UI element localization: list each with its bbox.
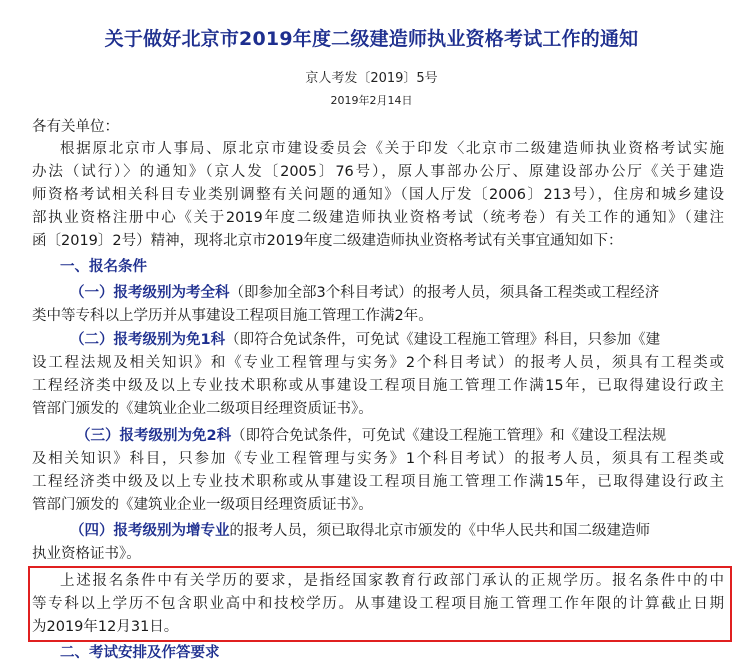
document-number: 京人考发〔2019〕5号 [305, 71, 438, 86]
intro-line-5: 函〔2019〕2号）精神，现将北京市2019年度二级建造师执业资格考试有关事宜通知如下： [32, 233, 623, 249]
intro-line-3: 师资格考试相关科目专业类别调整有关问题的通知》（国人厅发〔2006〕213号），住房和城乡建设 [32, 187, 724, 203]
note-line-2: 等专科以上学历不包含职业高中和技校学历。从事建设工程项目施工管理工作年限的计算截止日期 [32, 596, 724, 612]
note-line-1: 上述报名条件中有关学历的要求，是指经国家教育行政部门承认的正规学历。报名条件中的中 [60, 573, 724, 589]
item3-line-1 [76, 426, 666, 446]
item3-line-4: 管部门颁发的《建筑业企业一级项目经理资质证书》。 [32, 497, 373, 513]
item2-line-2: 设工程法规及相关知识》和《专业工程管理与实务》2个科目考试）的报考人员，须具有工程类或 [32, 355, 724, 371]
notice-title: 关于做好北京市2019年度二级建造师执业资格考试工作的通知 [104, 28, 639, 50]
item4-line-2: 执业资格证书》。 [32, 546, 141, 562]
publish-date: 2019年2月14日 [330, 94, 413, 107]
item1-label: （一）报考级别为考全科 [70, 285, 230, 301]
item1-line-2: 类中等专科以上学历并从事建设工程项目施工管理工作满2年。 [32, 308, 433, 324]
note-line-3: 为2019年12月31日。 [32, 619, 179, 635]
intro-line-1: 根据原北京市人事局、原北京市建设委员会《关于印发〈北京市二级建造师执业资格考试实施 [60, 141, 724, 157]
item3-line-2: 及相关知识》科目，只参加《专业工程管理与实务》1个科目考试）的报考人员，须具有工程类或 [32, 451, 724, 467]
item2-text: （即符合免试条件，可免试《建设工程施工管理》科目，只参加《建 [225, 332, 661, 348]
item4-label: （四）报考级别为增专业 [70, 523, 230, 539]
item2-label: （二）报考级别为免1科 [70, 332, 226, 348]
item2-line-1 [70, 330, 660, 350]
item2-line-4: 管部门颁发的《建筑业企业二级项目经理资质证书》。 [32, 401, 373, 417]
salutation: 各有关单位： [32, 119, 119, 135]
item3-label: （三）报考级别为免2科 [76, 428, 232, 444]
item1-text: （即参加全部3个科目考试）的报考人员，须具备工程类或工程经济 [229, 285, 660, 301]
item3-line-3: 工程经济类中级及以上专业技术职称或从事建设工程项目施工管理工作满15年，已取得建设行政主 [32, 474, 724, 490]
intro-line-4: 部执业资格注册中心《关于2019年度二级建造师执业资格考试（统考卷）有关工作的通知》（建注 [32, 210, 724, 226]
section2-heading: 二、考试安排及作答要求 [60, 645, 220, 661]
section1-heading: 一、报名条件 [60, 259, 147, 275]
item4-line-1 [70, 521, 650, 541]
item3-text: （即符合免试条件，可免试《建设工程施工管理》和《建设工程法规 [231, 428, 667, 444]
item4-text: 的报考人员，须已取得北京市颁发的《中华人民共和国二级建造师 [229, 523, 650, 539]
intro-line-2: 办法（试行）〉的通知》（京人发〔2005〕76号），原人事部办公厅、原建设部办公厅《关于建造 [32, 164, 724, 180]
item1-line-1 [70, 283, 659, 303]
item2-line-3: 工程经济类中级及以上专业技术职称或从事建设工程项目施工管理工作满15年，已取得建设行政主 [32, 378, 724, 394]
